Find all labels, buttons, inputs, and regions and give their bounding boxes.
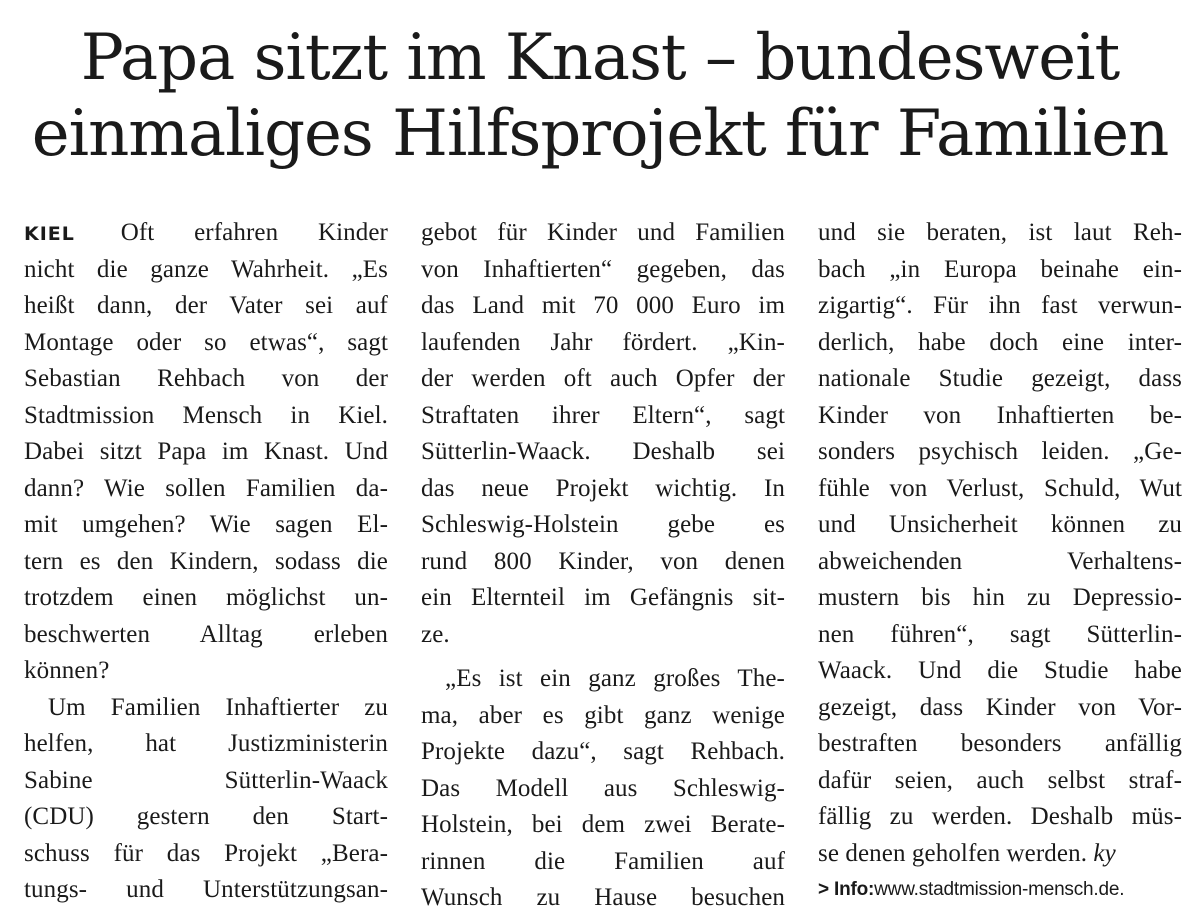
article-line: nationale Studie gezeigt, dass — [818, 365, 1182, 392]
article-line: Das Modell aus Schleswig- — [421, 774, 785, 802]
article-line: gebot für Kinder und Familien — [421, 219, 785, 246]
article-line: nicht die ganze Wahrheit. „Es — [24, 255, 388, 283]
article-line: nen führen“, sagt Sütterlin- — [818, 620, 1182, 648]
article-line: gezeigt, dass Kinder von Vor- — [818, 693, 1182, 721]
article-line: Straftaten ihrer Eltern“, sagt — [421, 401, 785, 429]
article-line: bach „in Europa beinahe ein- — [818, 255, 1182, 283]
article-line: heißt dann, der Vater sei auf — [24, 292, 388, 319]
article-column-3 — [818, 215, 1182, 908]
article-line: das Land mit 70 000 Euro im — [421, 292, 785, 319]
author-signature: ky — [1093, 839, 1116, 867]
article-line: und Unsicherheit können zu — [818, 511, 1182, 538]
article-line: mit umgehen? Wie sagen El- — [24, 511, 388, 538]
article-line: Schleswig-Holstein gebe es — [421, 511, 785, 538]
article-line-text: Oft erfahren Kinder — [120, 219, 388, 246]
article-line: ze. — [421, 620, 450, 648]
info-url[interactable]: www.stadtmission-mensch.de. — [874, 879, 1125, 900]
article-line: Waack. Und die Studie habe — [818, 657, 1182, 684]
article-line: zigartig“. Für ihn fast verwun- — [818, 292, 1182, 319]
article-line: trotzdem einen möglichst un- — [24, 584, 388, 611]
article-line: Sütterlin-Waack. Deshalb sei — [421, 438, 785, 465]
article-line: helfen, hat Justizministerin — [24, 730, 388, 757]
article-line: dann? Wie sollen Familien da- — [24, 474, 388, 502]
article-line: fühle von Verlust, Schuld, Wut — [818, 474, 1182, 502]
article-line: (CDU) gestern den Start- — [24, 803, 388, 830]
article-line: derlich, habe doch eine inter- — [818, 328, 1182, 356]
article-line: bestraften besonders anfällig — [818, 730, 1182, 757]
article-line: Um Familien Inhaftierter zu — [48, 693, 388, 721]
article-line-text: se denen geholfen werden. — [818, 839, 1088, 867]
headline-line-1: Papa sitzt im Knast – bundesweit — [80, 21, 1120, 95]
article-line: Dabei sitzt Papa im Knast. Und — [24, 438, 388, 465]
article-line — [818, 836, 1182, 873]
paragraph-gap — [421, 653, 785, 661]
article-line: das neue Projekt wichtig. In — [421, 474, 785, 502]
article-line: abweichenden Verhaltens- — [818, 547, 1182, 575]
info-line — [818, 872, 1182, 908]
article-line: ma, aber es gibt ganz wenige — [421, 701, 785, 729]
article-line: Wunsch zu Hause besuchen — [421, 884, 785, 911]
article-line: tungs- und Unterstützungsan- — [24, 876, 388, 903]
article-line: Kinder von Inhaftierten be- — [818, 401, 1182, 429]
article-line: rund 800 Kinder, von denen — [421, 547, 785, 575]
article-line — [24, 215, 388, 252]
article-line: dafür seien, auch selbst straf- — [818, 766, 1182, 794]
article-line: Sabine Sütterlin-Waack — [24, 766, 388, 794]
headline — [0, 20, 1200, 172]
article-line: sonders psychisch leiden. „Ge- — [818, 438, 1182, 465]
arrow-icon: > — [818, 879, 829, 900]
article-line: können? — [24, 657, 110, 684]
article-line: von Inhaftierten“ gegeben, das — [421, 255, 785, 283]
article-line: rinnen die Familien auf — [421, 847, 785, 875]
article-line: Montage oder so etwas“, sagt — [24, 328, 388, 356]
info-label: Info: — [834, 879, 875, 900]
article-line: Stadtmission Mensch in Kiel. — [24, 401, 388, 429]
article-line: Projekte dazu“, sagt Rehbach. — [421, 738, 785, 765]
headline-line-2: einmaliges Hilfsprojekt für Familien — [31, 97, 1169, 171]
article-line: „Es ist ein ganz großes The- — [445, 665, 785, 692]
article-line: Holstein, bei dem zwei Berate- — [421, 811, 785, 838]
article-column-1 — [24, 215, 388, 909]
article-line: ein Elternteil im Gefängnis sit- — [421, 584, 785, 611]
article-line: laufenden Jahr fördert. „Kin- — [421, 328, 785, 356]
article-column-2 — [421, 215, 785, 917]
article-line: schuss für das Projekt „Bera- — [24, 839, 388, 867]
article-line: und sie beraten, ist laut Reh- — [818, 219, 1182, 246]
article-line: fällig zu werden. Deshalb müs- — [818, 803, 1182, 830]
article-line: tern es den Kindern, sodass die — [24, 547, 388, 575]
article-line: Sebastian Rehbach von der — [24, 365, 388, 392]
article-line: der werden oft auch Opfer der — [421, 365, 785, 392]
article-line: mustern bis hin zu Depressio- — [818, 584, 1182, 611]
dateline: KIEL — [24, 223, 75, 245]
article-line: beschwerten Alltag erleben — [24, 620, 388, 648]
